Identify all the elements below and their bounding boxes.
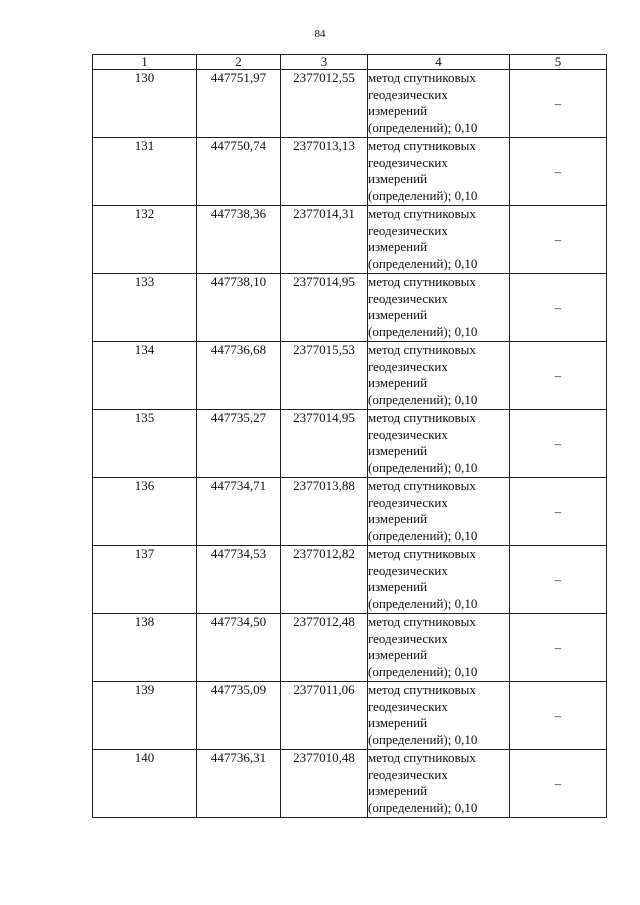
method-accuracy-cell: метод спутниковых геодезических измерений (определений); 0,10 xyxy=(368,614,510,682)
x-coordinate-cell: 447750,74 xyxy=(197,138,281,206)
x-coordinate-cell: 447734,50 xyxy=(197,614,281,682)
note-cell: – xyxy=(510,546,607,614)
y-coordinate-cell: 2377014,31 xyxy=(281,206,368,274)
x-coordinate-cell: 447738,36 xyxy=(197,206,281,274)
point-number-cell: 138 xyxy=(93,614,197,682)
y-coordinate-cell: 2377012,55 xyxy=(281,70,368,138)
column-header-5: 5 xyxy=(510,55,607,70)
point-number-cell: 131 xyxy=(93,138,197,206)
table-row xyxy=(93,206,607,274)
y-coordinate-cell: 2377011,06 xyxy=(281,682,368,750)
note-cell: – xyxy=(510,138,607,206)
table-row xyxy=(93,750,607,818)
table-row xyxy=(93,614,607,682)
x-coordinate-cell: 447735,09 xyxy=(197,682,281,750)
table-body xyxy=(93,70,607,818)
page-number: 84 xyxy=(314,28,326,40)
x-coordinate-cell: 447735,27 xyxy=(197,410,281,478)
column-header-1: 1 xyxy=(93,55,197,70)
point-number-cell: 137 xyxy=(93,546,197,614)
y-coordinate-cell: 2377014,95 xyxy=(281,410,368,478)
method-accuracy-cell: метод спутниковых геодезических измерений (определений); 0,10 xyxy=(368,138,510,206)
point-number-cell: 134 xyxy=(93,342,197,410)
table-row xyxy=(93,682,607,750)
column-header-2: 2 xyxy=(197,55,281,70)
note-cell: – xyxy=(510,70,607,138)
method-accuracy-cell: метод спутниковых геодезических измерений (определений); 0,10 xyxy=(368,274,510,342)
point-number-cell: 130 xyxy=(93,70,197,138)
column-header-4: 4 xyxy=(368,55,510,70)
header-row xyxy=(93,55,607,70)
y-coordinate-cell: 2377012,48 xyxy=(281,614,368,682)
method-accuracy-cell: метод спутниковых геодезических измерений (определений); 0,10 xyxy=(368,750,510,818)
x-coordinate-cell: 447736,68 xyxy=(197,342,281,410)
note-cell: – xyxy=(510,614,607,682)
y-coordinate-cell: 2377012,82 xyxy=(281,546,368,614)
method-accuracy-cell: метод спутниковых геодезических измерений (определений); 0,10 xyxy=(368,546,510,614)
note-cell: – xyxy=(510,342,607,410)
point-number-cell: 136 xyxy=(93,478,197,546)
x-coordinate-cell: 447751,97 xyxy=(197,70,281,138)
point-number-cell: 140 xyxy=(93,750,197,818)
note-cell: – xyxy=(510,206,607,274)
note-cell: – xyxy=(510,750,607,818)
point-number-cell: 135 xyxy=(93,410,197,478)
method-accuracy-cell: метод спутниковых геодезических измерений (определений); 0,10 xyxy=(368,70,510,138)
column-header-3: 3 xyxy=(281,55,368,70)
table-row xyxy=(93,478,607,546)
table-row xyxy=(93,410,607,478)
y-coordinate-cell: 2377014,95 xyxy=(281,274,368,342)
table-row xyxy=(93,138,607,206)
x-coordinate-cell: 447736,31 xyxy=(197,750,281,818)
x-coordinate-cell: 447738,10 xyxy=(197,274,281,342)
y-coordinate-cell: 2377013,13 xyxy=(281,138,368,206)
y-coordinate-cell: 2377010,48 xyxy=(281,750,368,818)
note-cell: – xyxy=(510,478,607,546)
point-number-cell: 133 xyxy=(93,274,197,342)
note-cell: – xyxy=(510,682,607,750)
table-row xyxy=(93,70,607,138)
note-cell: – xyxy=(510,274,607,342)
y-coordinate-cell: 2377013,88 xyxy=(281,478,368,546)
table-header xyxy=(93,55,607,70)
note-cell: – xyxy=(510,410,607,478)
x-coordinate-cell: 447734,53 xyxy=(197,546,281,614)
coordinates-table xyxy=(92,54,607,818)
y-coordinate-cell: 2377015,53 xyxy=(281,342,368,410)
point-number-cell: 132 xyxy=(93,206,197,274)
method-accuracy-cell: метод спутниковых геодезических измерений (определений); 0,10 xyxy=(368,410,510,478)
table-row xyxy=(93,274,607,342)
table-row xyxy=(93,546,607,614)
method-accuracy-cell: метод спутниковых геодезических измерений (определений); 0,10 xyxy=(368,478,510,546)
method-accuracy-cell: метод спутниковых геодезических измерений (определений); 0,10 xyxy=(368,342,510,410)
point-number-cell: 139 xyxy=(93,682,197,750)
x-coordinate-cell: 447734,71 xyxy=(197,478,281,546)
method-accuracy-cell: метод спутниковых геодезических измерений (определений); 0,10 xyxy=(368,206,510,274)
method-accuracy-cell: метод спутниковых геодезических измерений (определений); 0,10 xyxy=(368,682,510,750)
table-row xyxy=(93,342,607,410)
